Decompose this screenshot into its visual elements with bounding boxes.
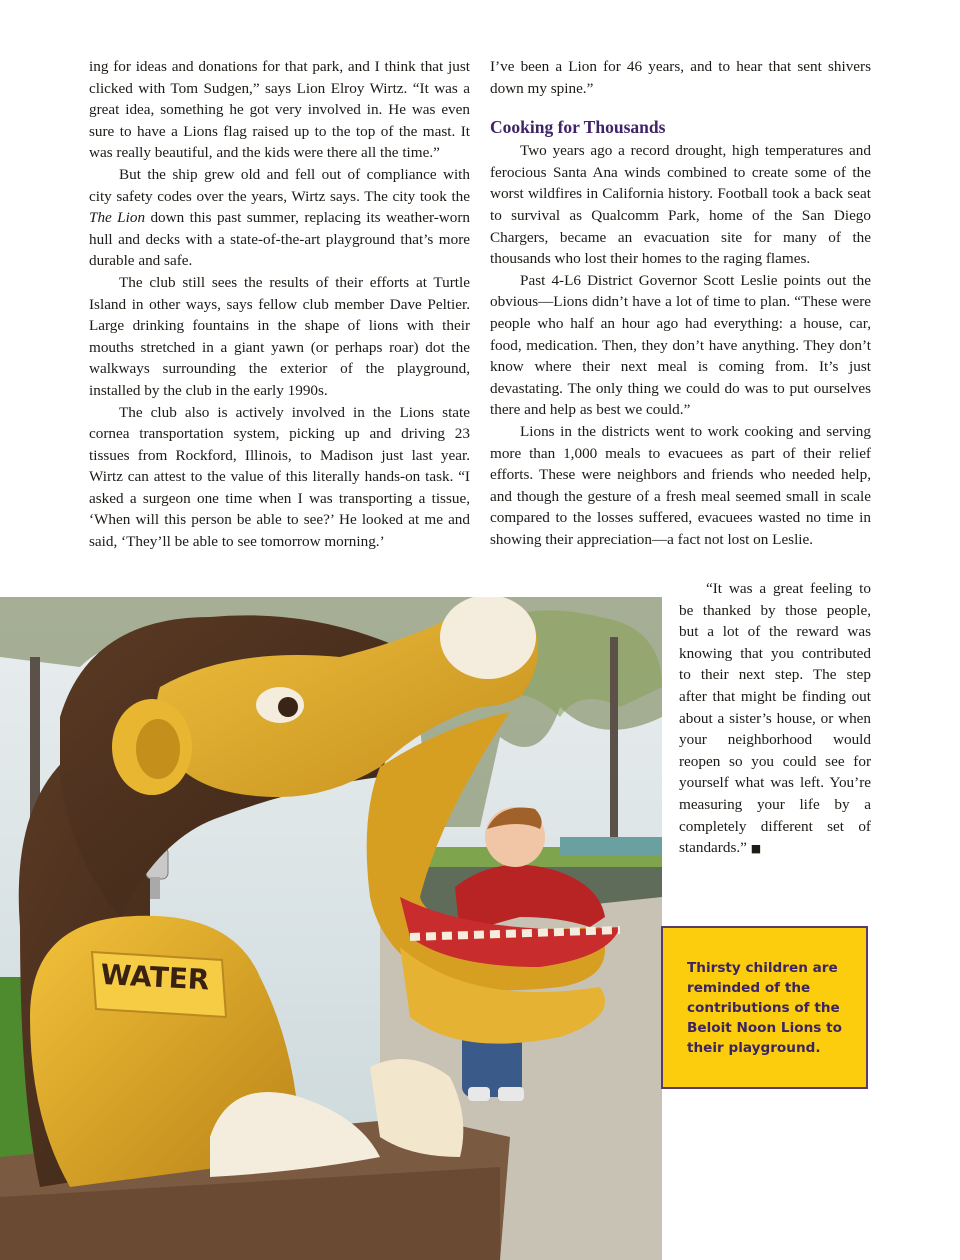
left-column bbox=[89, 56, 470, 553]
text-span: But the ship grew old and fell out of compliance with city safety codes over the years, Wirtz says. The city took the bbox=[89, 165, 470, 205]
right-column bbox=[490, 56, 871, 550]
photo-caption-box bbox=[661, 926, 868, 1089]
body-paragraph: ing for ideas and donations for that park, and I think that just clicked with Tom Sudgen,” says Lion Elroy Wirtz. “It was a great idea, something he got very involved in. He was even sure to have a Lions flag raised up to the top of the mast. It was really beautiful, and the kids were there all the time.” bbox=[89, 58, 470, 162]
photo-illustration bbox=[0, 597, 662, 1260]
quote-text: “It was a great feeling to be thanked by those people, but a lot of the reward was knowing that you contributed to their next step. The step after that might be finding out about a sister’s house, or when your neighborhood would reopen so you could see for yourself what was left. You’re measuring your life by a completely different set of standards.” bbox=[679, 580, 871, 857]
section-subhead: Cooking for Thousands bbox=[490, 117, 666, 138]
body-paragraph bbox=[89, 164, 470, 272]
quote-column bbox=[679, 578, 871, 860]
text-span: down this past summer, replacing its weather-worn hull and decks with a state-of-the-art playground that’s more durable and safe. bbox=[89, 209, 471, 270]
photo-caption: Thirsty children are reminded of the contributions of the Beloit Noon Lions to their playground. bbox=[687, 960, 842, 1056]
body-paragraph: The club still sees the results of their efforts at Turtle Island in other ways, says fellow club member Dave Peltier. Large drinking fountains in the shape of lions with their mouths stretched in a giant yawn (or perhaps roar) dot the walkways surrounding the exterior of the playground, installed by the club in the early 1990s. bbox=[89, 273, 470, 399]
body-paragraph: Lions in the districts went to work cooking and serving more than 1,000 meals to evacuees as part of their relief efforts. These were neighbors and friends who needed help, and though the gesture of a fresh meal seemed small in scale compared to the losses suffered, evacuees wasted no time in showing their appreciation—a fact not lost on Leslie. bbox=[490, 422, 871, 548]
end-mark-icon: ■ bbox=[750, 842, 762, 856]
body-paragraph: Two years ago a record drought, high temperatures and ferocious Santa Ana winds combined to create some of the worst wildfires in California history. Football took a back seat to survival as Qualcomm Park, home of the San Diego Chargers, became an evacuation site for many of the thousands who lost their homes to the raging flames. bbox=[490, 142, 871, 268]
lion-fountain-photo bbox=[0, 597, 662, 1260]
ship-name-italic: The Lion bbox=[89, 209, 146, 227]
quote-paragraph bbox=[679, 578, 871, 860]
water-label-plate bbox=[92, 952, 226, 1017]
body-paragraph: The club also is actively involved in the Lions state cornea transportation system, picking up and driving 23 tissues from Rockford, Illinois, to Madison just last year. Wirtz can attest to the value of this literally hands-on task. “I asked a surgeon one time when I was transporting a tissue, ‘When will this person be able to see?’ He looked at me and said, ‘They’ll be able to see tomorrow morning.’ bbox=[89, 403, 470, 551]
body-paragraph: Past 4-L6 District Governor Scott Leslie points out the obvious—Lions didn’t have a lot of time to plan. “These were people who half an hour ago had everything: a house, car, food, medication. Then, they don’t have anything. They don’t know where their next meal is coming from. It’s just devastating. The only thing we could do was to put ourselves there and help as best we could.” bbox=[490, 271, 871, 419]
body-paragraph: I’ve been a Lion for 46 years, and to hear that sent shivers down my spine.” bbox=[490, 58, 871, 97]
water-label-text: WATER bbox=[99, 957, 211, 997]
